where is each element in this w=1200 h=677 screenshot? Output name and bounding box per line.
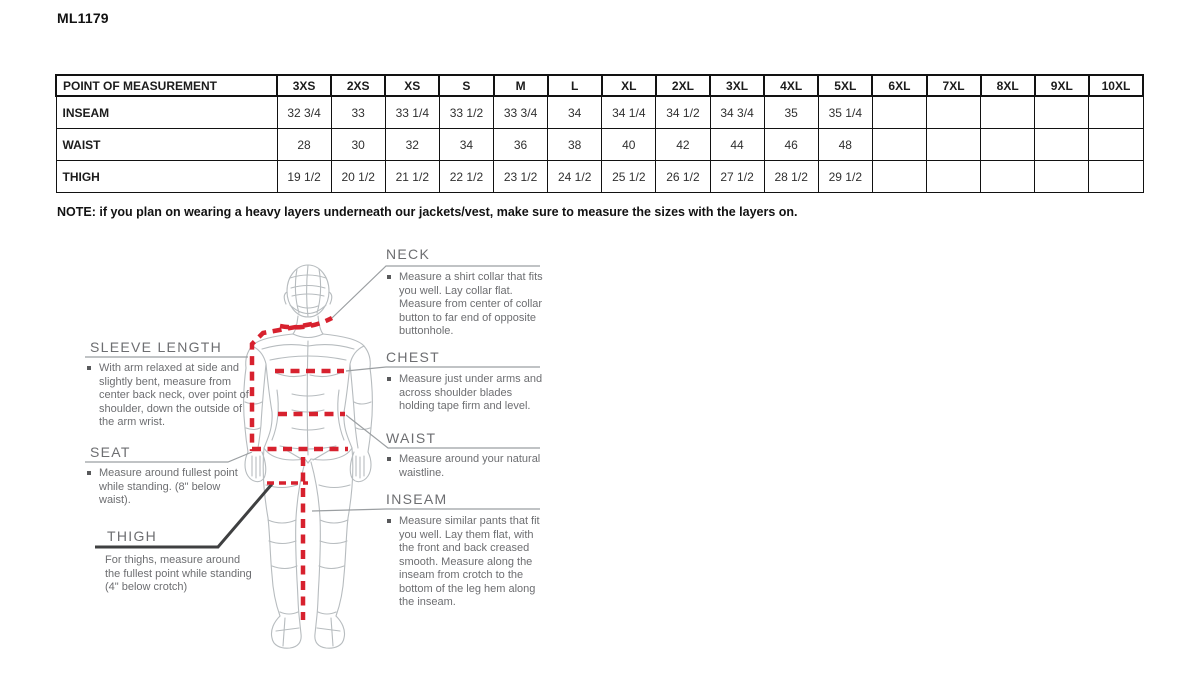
page-title: ML1179 [57,10,109,26]
measurement-value-cell: 33 1/2 [439,96,493,129]
chest-heading: CHEST [386,349,440,365]
table-header-row [56,75,1143,96]
size-column-header: M [494,75,548,96]
measurement-value-cell: 27 1/2 [710,161,764,193]
size-column-header: 2XS [331,75,385,96]
thigh-heading: THIGH [107,528,158,544]
size-column-header: 2XL [656,75,710,96]
thigh-description: For thighs, measure around the fullest point while standing (4" below crotch) [105,554,252,593]
measurement-value-cell: 35 [764,96,818,129]
size-column-header: 8XL [981,75,1035,96]
measurement-lines [252,318,348,620]
measurement-value-cell: 33 [331,96,385,129]
measurement-value-cell: 46 [764,129,818,161]
measurement-value-cell [981,129,1035,161]
measurement-value-cell: 34 1/4 [602,96,656,129]
waist-heading: WAIST [386,430,437,446]
bullet-square-icon [387,377,391,381]
neck-heading: NECK [386,246,431,262]
size-column-header: 5XL [818,75,872,96]
size-column-header: 6XL [872,75,926,96]
measurement-value-cell [1089,96,1143,129]
measurement-value-cell [1089,161,1143,193]
measurement-value-cell: 19 1/2 [277,161,331,193]
measurement-row-label: INSEAM [56,96,277,129]
table-row [56,96,1143,129]
measurement-value-cell: 38 [548,129,602,161]
measurement-value-cell: 24 1/2 [548,161,602,193]
measurement-value-cell: 36 [494,129,548,161]
note-text: NOTE: if you plan on wearing a heavy layers underneath our jackets/vest, make sure to measure the sizes with the layers on. [57,205,798,219]
size-column-header: 7XL [927,75,981,96]
measurement-value-cell: 35 1/4 [818,96,872,129]
measurement-value-cell [981,161,1035,193]
measurement-value-cell: 23 1/2 [494,161,548,193]
measurement-row-label: THIGH [56,161,277,193]
bullet-square-icon [387,457,391,461]
size-column-header: XL [602,75,656,96]
bullet-square-icon [387,275,391,279]
inseam-heading: INSEAM [386,491,448,507]
waist-leader-line [346,415,540,448]
measurement-value-cell: 30 [331,129,385,161]
measurement-value-cell [872,96,926,129]
size-column-header: 9XL [1035,75,1089,96]
point-of-measurement-header: POINT OF MEASUREMENT [56,75,277,96]
measurement-value-cell [927,161,981,193]
measurement-row-label: WAIST [56,129,277,161]
measurement-value-cell: 33 1/4 [385,96,439,129]
measurement-value-cell: 44 [710,129,764,161]
measurement-value-cell: 32 3/4 [277,96,331,129]
size-column-header: XS [385,75,439,96]
measurement-value-cell: 42 [656,129,710,161]
measurement-value-cell: 29 1/2 [818,161,872,193]
measurement-value-cell [927,96,981,129]
measurement-value-cell: 33 3/4 [494,96,548,129]
body-wireframe [244,265,373,648]
size-column-header: S [439,75,493,96]
bullet-square-icon [87,366,91,370]
seat-heading: SEAT [90,444,131,460]
size-column-header: 10XL [1089,75,1143,96]
measurement-value-cell: 25 1/2 [602,161,656,193]
sleeve-length-description: With arm relaxed at side and slightly bent, measure from center back neck, over point of shoulder, down the outside of the arm wrist. [85,362,255,430]
neck-measure-line [280,318,332,327]
bullet-square-icon [87,471,91,475]
table-row [56,161,1143,193]
measurement-value-cell [1035,161,1089,193]
measurement-value-cell: 21 1/2 [385,161,439,193]
table-row [56,129,1143,161]
measurement-value-cell [927,129,981,161]
size-column-header: 3XS [277,75,331,96]
chest-leader-line [346,367,540,371]
measurement-value-cell: 34 1/2 [656,96,710,129]
measurement-value-cell: 48 [818,129,872,161]
measurement-value-cell [981,96,1035,129]
waist-description: Measure around your natural waistline. [385,453,547,480]
seat-description: Measure around fullest point while standing. (8" below waist). [85,467,240,508]
measurement-value-cell: 28 [277,129,331,161]
measurement-value-cell: 34 3/4 [710,96,764,129]
measurement-value-cell [1089,129,1143,161]
sleeve-length-heading: SLEEVE LENGTH [90,339,223,355]
neck-description: Measure a shirt collar that fits you well. Lay collar flat. Measure from center of collar button to far end of opposite buttonhole. [385,271,547,339]
measurement-value-cell: 34 [439,129,493,161]
bullet-square-icon [387,519,391,523]
inseam-leader-line [312,509,540,511]
measurement-value-cell: 34 [548,96,602,129]
measurement-value-cell: 26 1/2 [656,161,710,193]
measurement-value-cell: 22 1/2 [439,161,493,193]
sleeve-measure-line [252,324,312,451]
measurement-value-cell: 32 [385,129,439,161]
chest-description: Measure just under arms and across shoulder blades holding tape firm and level. [385,373,547,414]
measurement-value-cell [872,161,926,193]
size-measurement-table [55,74,1144,193]
measurement-value-cell [1035,129,1089,161]
measurement-value-cell: 28 1/2 [764,161,818,193]
size-column-header: 4XL [764,75,818,96]
inseam-description: Measure similar pants that fit you well. Lay them flat, with the front and back creased smooth. Measure along the inseam from crotch to the bottom of the leg hem along the inseam. [385,515,547,610]
size-column-header: L [548,75,602,96]
measurement-value-cell: 20 1/2 [331,161,385,193]
measurement-value-cell: 40 [602,129,656,161]
size-column-header: 3XL [710,75,764,96]
measurement-value-cell [1035,96,1089,129]
measurement-value-cell [872,129,926,161]
